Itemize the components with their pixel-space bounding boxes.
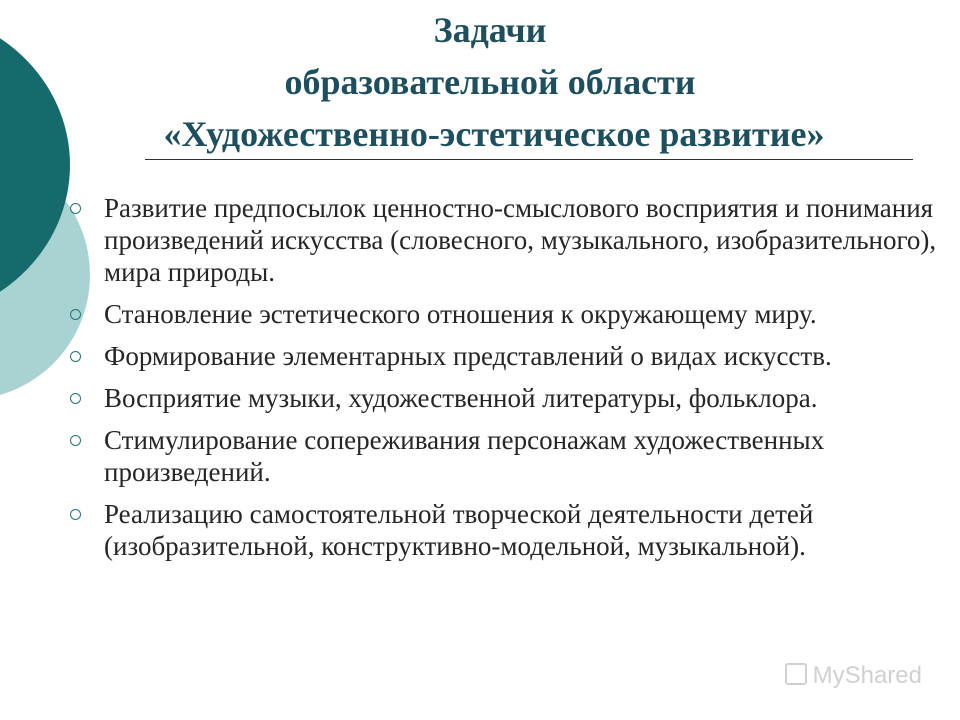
hollow-circle-bullet-icon	[70, 435, 81, 446]
hollow-circle-bullet-icon	[70, 509, 81, 520]
title-line-3: «Художественно-эстетическое развитие»	[163, 114, 825, 154]
task-text-4: Восприятие музыки, художественной литературы, фольклора.	[104, 383, 818, 413]
hollow-circle-bullet-icon	[70, 351, 81, 362]
task-item-1	[64, 192, 954, 288]
watermark-logo-icon	[785, 663, 807, 685]
hollow-circle-bullet-icon	[70, 393, 81, 404]
task-text-6: Реализацию самостоятельной творческой деятельности детей (изобразительной, конструктивно-модельной, музыкальной).	[104, 499, 814, 561]
task-item-2	[64, 298, 954, 330]
task-text-1: Развитие предпосылок ценностно-смыслового восприятия и понимания произведений искусства (словесного, музыкального, изобразительного), мира природы.	[104, 193, 937, 287]
slide-title	[60, 4, 920, 160]
watermark-text: MyShared	[812, 662, 922, 689]
task-item-6	[64, 498, 954, 562]
title-line-2: образовательной области	[284, 62, 696, 102]
hollow-circle-bullet-icon	[70, 203, 81, 214]
watermark	[785, 662, 922, 690]
task-item-4	[64, 382, 954, 414]
task-text-5: Стимулирование сопереживания персонажам художественных произведений.	[104, 425, 825, 487]
title-line-1: Задачи	[433, 10, 547, 50]
task-item-3	[64, 340, 954, 372]
task-item-5	[64, 424, 954, 488]
title-underline	[145, 159, 913, 160]
hollow-circle-bullet-icon	[70, 309, 81, 320]
task-list	[64, 192, 954, 572]
task-text-3: Формирование элементарных представлений о видах искусств.	[104, 341, 832, 371]
task-text-2: Становление эстетического отношения к окружающему миру.	[104, 299, 817, 329]
